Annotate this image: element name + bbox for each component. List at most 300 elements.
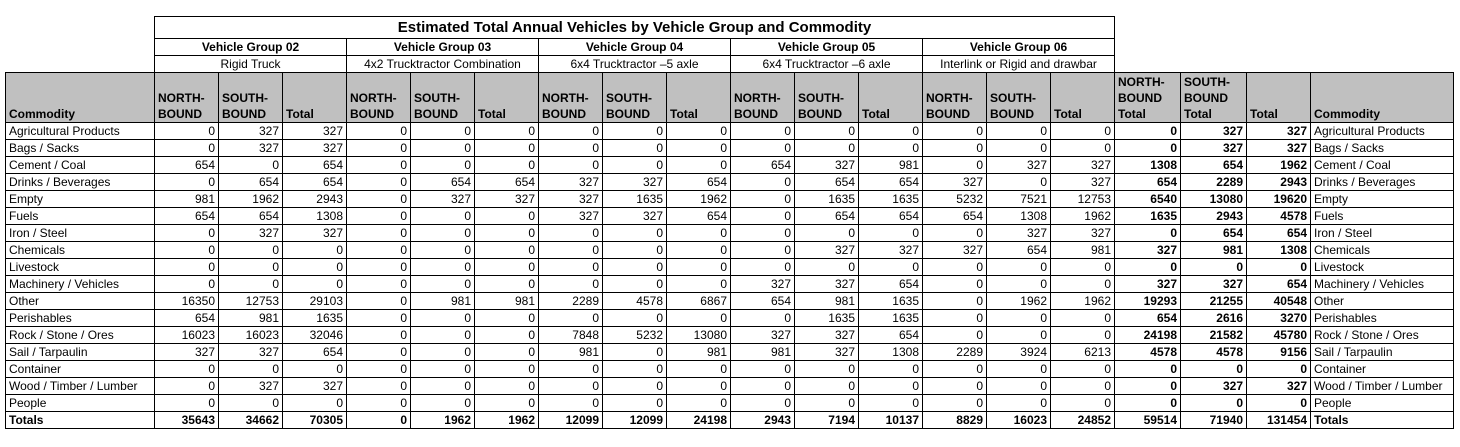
value-cell: 0 <box>795 225 859 242</box>
value-cell: 0 <box>539 378 603 395</box>
value-cell: 0 <box>923 123 987 140</box>
total-cell: 21582 <box>1181 327 1247 344</box>
total-cell: 13080 <box>1181 191 1247 208</box>
total-cell: 4578 <box>1181 344 1247 361</box>
commodity-cell: Totals <box>6 412 155 429</box>
value-cell: 0 <box>923 276 987 293</box>
vehicle-group-name: Vehicle Group 06 <box>923 39 1115 56</box>
value-cell: 1635 <box>859 310 923 327</box>
total-cell: 2289 <box>1181 174 1247 191</box>
value-cell: 327 <box>795 276 859 293</box>
value-cell: 0 <box>347 225 411 242</box>
total-cell: 654 <box>1181 225 1247 242</box>
value-cell: 0 <box>603 361 667 378</box>
value-cell: 1308 <box>283 208 347 225</box>
value-cell: 5232 <box>923 191 987 208</box>
value-cell: 0 <box>539 361 603 378</box>
value-cell: 654 <box>859 208 923 225</box>
vehicle-group-description: 6x4 Trucktractor –5 axle <box>539 56 731 73</box>
value-cell: 0 <box>411 208 475 225</box>
total-cell: 1308 <box>1115 157 1181 174</box>
total-cell: 0 <box>1181 395 1247 412</box>
value-cell: 0 <box>667 361 731 378</box>
commodity-cell-right: Rock / Stone / Ores <box>1311 327 1454 344</box>
value-cell: 0 <box>667 242 731 259</box>
value-cell: 327 <box>1051 157 1115 174</box>
table-row <box>6 174 1454 191</box>
value-cell: 0 <box>731 395 795 412</box>
commodity-cell-right: People <box>1311 395 1454 412</box>
value-cell: 0 <box>475 378 539 395</box>
vehicle-group-description: Rigid Truck <box>155 56 347 73</box>
value-cell: 327 <box>283 378 347 395</box>
value-cell: 0 <box>923 293 987 310</box>
total-cell: 4578 <box>1247 208 1311 225</box>
value-cell: 0 <box>411 344 475 361</box>
commodity-cell-right: Other <box>1311 293 1454 310</box>
total-cell: 2943 <box>1181 208 1247 225</box>
total-cell: 654 <box>1181 157 1247 174</box>
value-cell: 0 <box>219 242 283 259</box>
vehicle-group-description: 4x2 Trucktractor Combination <box>347 56 539 73</box>
southbound-header: SOUTH- BOUND <box>411 73 475 123</box>
value-cell: 0 <box>1051 123 1115 140</box>
value-cell: 0 <box>731 310 795 327</box>
total-cell: 0 <box>1115 140 1181 157</box>
value-cell: 654 <box>219 174 283 191</box>
value-cell: 0 <box>539 395 603 412</box>
value-cell: 981 <box>859 157 923 174</box>
total-cell: 21255 <box>1181 293 1247 310</box>
vehicle-group-name: Vehicle Group 05 <box>731 39 923 56</box>
total-cell: 0 <box>1115 378 1181 395</box>
value-cell: 327 <box>795 157 859 174</box>
total-cell: 1962 <box>1247 157 1311 174</box>
value-cell: 0 <box>155 174 219 191</box>
value-cell: 0 <box>347 259 411 276</box>
total-cell: 71940 <box>1181 412 1247 429</box>
value-cell: 12099 <box>539 412 603 429</box>
value-cell: 327 <box>219 225 283 242</box>
value-cell: 0 <box>155 276 219 293</box>
value-cell: 0 <box>539 157 603 174</box>
total-cell: 6540 <box>1115 191 1181 208</box>
value-cell: 0 <box>539 310 603 327</box>
value-cell: 0 <box>411 310 475 327</box>
commodity-cell: Container <box>6 361 155 378</box>
southbound-header: SOUTH- BOUND <box>219 73 283 123</box>
total-cell: 40548 <box>1247 293 1311 310</box>
value-cell: 12099 <box>603 412 667 429</box>
value-cell: 0 <box>155 361 219 378</box>
table-row <box>6 191 1454 208</box>
table-row <box>6 344 1454 361</box>
value-cell: 0 <box>1051 327 1115 344</box>
value-cell: 0 <box>155 225 219 242</box>
value-cell: 24198 <box>667 412 731 429</box>
value-cell: 0 <box>539 276 603 293</box>
value-cell: 327 <box>475 191 539 208</box>
value-cell: 2289 <box>539 293 603 310</box>
value-cell: 0 <box>667 395 731 412</box>
commodity-cell-right: Sail / Tarpaulin <box>1311 344 1454 361</box>
total-cell: 19293 <box>1115 293 1181 310</box>
commodity-cell: People <box>6 395 155 412</box>
value-cell: 0 <box>1051 310 1115 327</box>
total-cell: 24198 <box>1115 327 1181 344</box>
value-cell: 0 <box>667 259 731 276</box>
value-cell: 0 <box>1051 361 1115 378</box>
table-row <box>6 293 1454 310</box>
value-cell: 0 <box>923 395 987 412</box>
value-cell: 981 <box>731 344 795 361</box>
value-cell: 981 <box>475 293 539 310</box>
value-cell: 0 <box>347 293 411 310</box>
group-total-header: Total <box>1051 73 1115 123</box>
value-cell: 0 <box>411 242 475 259</box>
value-cell: 0 <box>667 276 731 293</box>
table-row <box>6 123 1454 140</box>
value-cell: 0 <box>347 174 411 191</box>
northbound-header: NORTH- BOUND <box>539 73 603 123</box>
value-cell: 0 <box>923 157 987 174</box>
value-cell: 981 <box>667 344 731 361</box>
southbound-header: SOUTH- BOUND <box>603 73 667 123</box>
commodity-header: Commodity <box>6 73 155 123</box>
value-cell: 0 <box>219 259 283 276</box>
value-cell: 0 <box>731 123 795 140</box>
value-cell: 0 <box>603 378 667 395</box>
value-cell: 0 <box>923 378 987 395</box>
value-cell: 327 <box>539 174 603 191</box>
value-cell: 0 <box>987 174 1051 191</box>
value-cell: 1962 <box>475 412 539 429</box>
value-cell: 6867 <box>667 293 731 310</box>
northbound-header: NORTH- BOUND <box>347 73 411 123</box>
value-cell: 327 <box>283 123 347 140</box>
value-cell: 654 <box>155 208 219 225</box>
value-cell: 654 <box>283 157 347 174</box>
total-cell: 0 <box>1115 225 1181 242</box>
value-cell: 0 <box>475 140 539 157</box>
value-cell: 0 <box>411 259 475 276</box>
table-row <box>6 361 1454 378</box>
total-cell: 0 <box>1247 395 1311 412</box>
group-total-header: Total <box>859 73 923 123</box>
value-cell: 0 <box>923 225 987 242</box>
total-cell: 327 <box>1181 123 1247 140</box>
group-total-header: Total <box>475 73 539 123</box>
value-cell: 5232 <box>603 327 667 344</box>
value-cell: 0 <box>667 310 731 327</box>
value-cell: 70305 <box>283 412 347 429</box>
value-cell: 1635 <box>859 293 923 310</box>
value-cell: 0 <box>667 378 731 395</box>
value-cell: 0 <box>411 157 475 174</box>
value-cell: 4578 <box>603 293 667 310</box>
value-cell: 654 <box>283 174 347 191</box>
table-row <box>6 310 1454 327</box>
commodity-cell: Bags / Sacks <box>6 140 155 157</box>
value-cell: 0 <box>475 208 539 225</box>
value-cell: 0 <box>347 361 411 378</box>
value-cell: 0 <box>731 191 795 208</box>
total-cell: 0 <box>1115 395 1181 412</box>
value-cell: 654 <box>859 276 923 293</box>
value-cell: 0 <box>987 259 1051 276</box>
value-cell: 0 <box>347 310 411 327</box>
value-cell: 654 <box>283 344 347 361</box>
value-cell: 654 <box>731 157 795 174</box>
value-cell: 0 <box>283 395 347 412</box>
value-cell: 327 <box>219 123 283 140</box>
commodity-cell: Machinery / Vehicles <box>6 276 155 293</box>
vehicle-group-description: 6x4 Trucktractor –6 axle <box>731 56 923 73</box>
value-cell: 654 <box>155 157 219 174</box>
value-cell: 0 <box>731 242 795 259</box>
vehicle-group-name: Vehicle Group 04 <box>539 39 731 56</box>
commodity-cell: Agricultural Products <box>6 123 155 140</box>
value-cell: 0 <box>411 276 475 293</box>
value-cell: 1962 <box>1051 208 1115 225</box>
total-cell: 327 <box>1247 123 1311 140</box>
value-cell: 0 <box>283 276 347 293</box>
value-cell: 327 <box>219 344 283 361</box>
commodity-cell: Empty <box>6 191 155 208</box>
value-cell: 0 <box>795 378 859 395</box>
value-cell: 7848 <box>539 327 603 344</box>
value-cell: 12753 <box>1051 191 1115 208</box>
value-cell: 1635 <box>795 191 859 208</box>
vehicle-group-name: Vehicle Group 02 <box>155 39 347 56</box>
value-cell: 0 <box>347 242 411 259</box>
commodity-cell-right: Machinery / Vehicles <box>1311 276 1454 293</box>
total-cell: 131454 <box>1247 412 1311 429</box>
value-cell: 0 <box>475 310 539 327</box>
total-cell: 3270 <box>1247 310 1311 327</box>
commodity-cell-right: Livestock <box>1311 259 1454 276</box>
value-cell: 327 <box>987 225 1051 242</box>
total-cell: 2616 <box>1181 310 1247 327</box>
value-cell: 0 <box>539 242 603 259</box>
value-cell: 654 <box>987 242 1051 259</box>
value-cell: 0 <box>667 157 731 174</box>
value-cell: 0 <box>155 395 219 412</box>
total-cell: 654 <box>1247 276 1311 293</box>
value-cell: 0 <box>923 310 987 327</box>
value-cell: 0 <box>731 259 795 276</box>
value-cell: 24852 <box>1051 412 1115 429</box>
value-cell: 0 <box>923 361 987 378</box>
northbound-header: NORTH- BOUND <box>155 73 219 123</box>
value-cell: 16350 <box>155 293 219 310</box>
value-cell: 1962 <box>1051 293 1115 310</box>
commodity-cell-right: Perishables <box>1311 310 1454 327</box>
value-cell: 0 <box>347 140 411 157</box>
total-cell: 327 <box>1115 242 1181 259</box>
value-cell: 0 <box>347 327 411 344</box>
value-cell: 327 <box>923 174 987 191</box>
value-cell: 0 <box>859 140 923 157</box>
table-row <box>6 327 1454 344</box>
total-cell: 654 <box>1115 174 1181 191</box>
value-cell: 0 <box>603 157 667 174</box>
total-cell: 1308 <box>1247 242 1311 259</box>
value-cell: 0 <box>347 395 411 412</box>
commodity-cell-right: Empty <box>1311 191 1454 208</box>
value-cell: 0 <box>539 259 603 276</box>
commodity-cell: Cement / Coal <box>6 157 155 174</box>
value-cell: 654 <box>155 310 219 327</box>
value-cell: 0 <box>1051 276 1115 293</box>
table-row <box>6 378 1454 395</box>
value-cell: 0 <box>987 276 1051 293</box>
value-cell: 0 <box>539 225 603 242</box>
value-cell: 0 <box>859 378 923 395</box>
value-cell: 0 <box>603 395 667 412</box>
value-cell: 654 <box>411 174 475 191</box>
table-title: Estimated Total Annual Vehicles by Vehicle Group and Commodity <box>155 17 1115 39</box>
value-cell: 0 <box>347 276 411 293</box>
southbound-header: SOUTH- BOUND <box>987 73 1051 123</box>
vehicle-group-description: Interlink or Rigid and drawbar <box>923 56 1115 73</box>
commodity-vehicle-table <box>5 16 1454 429</box>
table-row <box>6 395 1454 412</box>
value-cell: 7194 <box>795 412 859 429</box>
value-cell: 0 <box>987 123 1051 140</box>
total-cell: 0 <box>1181 361 1247 378</box>
value-cell: 32046 <box>283 327 347 344</box>
commodity-cell-right: Totals <box>1311 412 1454 429</box>
commodity-cell-right: Container <box>1311 361 1454 378</box>
commodity-cell: Drinks / Beverages <box>6 174 155 191</box>
value-cell: 0 <box>731 225 795 242</box>
group-total-header: Total <box>283 73 347 123</box>
value-cell: 0 <box>155 242 219 259</box>
value-cell: 654 <box>731 293 795 310</box>
value-cell: 2289 <box>923 344 987 361</box>
value-cell: 0 <box>283 259 347 276</box>
value-cell: 981 <box>795 293 859 310</box>
value-cell: 327 <box>987 157 1051 174</box>
value-cell: 981 <box>411 293 475 310</box>
commodity-cell: Fuels <box>6 208 155 225</box>
value-cell: 327 <box>155 344 219 361</box>
value-cell: 0 <box>987 361 1051 378</box>
value-cell: 6213 <box>1051 344 1115 361</box>
value-cell: 0 <box>283 242 347 259</box>
commodity-cell: Other <box>6 293 155 310</box>
value-cell: 654 <box>859 174 923 191</box>
value-cell: 0 <box>155 378 219 395</box>
value-cell: 29103 <box>283 293 347 310</box>
value-cell: 654 <box>859 327 923 344</box>
commodity-cell: Sail / Tarpaulin <box>6 344 155 361</box>
total-cell: 45780 <box>1247 327 1311 344</box>
value-cell: 0 <box>987 140 1051 157</box>
value-cell: 0 <box>603 123 667 140</box>
grand-total-header: Total <box>1247 73 1311 123</box>
commodity-cell-right: Iron / Steel <box>1311 225 1454 242</box>
value-cell: 1962 <box>219 191 283 208</box>
group-total-header: Total <box>667 73 731 123</box>
value-cell: 0 <box>411 123 475 140</box>
value-cell: 0 <box>987 395 1051 412</box>
value-cell: 7521 <box>987 191 1051 208</box>
value-cell: 654 <box>475 174 539 191</box>
value-cell: 0 <box>347 344 411 361</box>
value-cell: 0 <box>155 123 219 140</box>
value-cell: 0 <box>603 140 667 157</box>
value-cell: 0 <box>475 259 539 276</box>
value-cell: 0 <box>475 361 539 378</box>
value-cell: 12753 <box>219 293 283 310</box>
value-cell: 0 <box>475 157 539 174</box>
value-cell: 1635 <box>859 191 923 208</box>
value-cell: 327 <box>539 208 603 225</box>
vehicle-group-name: Vehicle Group 03 <box>347 39 539 56</box>
value-cell: 0 <box>795 395 859 412</box>
value-cell: 0 <box>731 378 795 395</box>
total-cell: 1635 <box>1115 208 1181 225</box>
value-cell: 0 <box>475 225 539 242</box>
commodity-cell: Chemicals <box>6 242 155 259</box>
value-cell: 0 <box>475 327 539 344</box>
total-cell: 9156 <box>1247 344 1311 361</box>
value-cell: 0 <box>1051 259 1115 276</box>
commodity-cell-right: Wood / Timber / Lumber <box>1311 378 1454 395</box>
value-cell: 1308 <box>987 208 1051 225</box>
value-cell: 0 <box>219 395 283 412</box>
table-row <box>6 276 1454 293</box>
value-cell: 0 <box>667 140 731 157</box>
value-cell: 0 <box>987 378 1051 395</box>
southbound-total-header: SOUTH- BOUND Total <box>1181 73 1247 123</box>
total-cell: 59514 <box>1115 412 1181 429</box>
value-cell: 1635 <box>283 310 347 327</box>
value-cell: 0 <box>603 242 667 259</box>
value-cell: 3924 <box>987 344 1051 361</box>
total-cell: 0 <box>1247 259 1311 276</box>
total-cell: 327 <box>1247 140 1311 157</box>
value-cell: 0 <box>475 123 539 140</box>
value-cell: 327 <box>795 327 859 344</box>
value-cell: 327 <box>283 225 347 242</box>
value-cell: 0 <box>795 140 859 157</box>
value-cell: 0 <box>731 140 795 157</box>
value-cell: 0 <box>923 327 987 344</box>
total-cell: 327 <box>1181 378 1247 395</box>
value-cell: 327 <box>603 208 667 225</box>
value-cell: 0 <box>1051 378 1115 395</box>
value-cell: 654 <box>795 208 859 225</box>
value-cell: 0 <box>603 259 667 276</box>
value-cell: 327 <box>795 242 859 259</box>
northbound-header: NORTH- BOUND <box>923 73 987 123</box>
value-cell: 981 <box>155 191 219 208</box>
value-cell: 1635 <box>603 191 667 208</box>
total-cell: 654 <box>1115 310 1181 327</box>
total-cell: 0 <box>1115 123 1181 140</box>
value-cell: 0 <box>859 361 923 378</box>
value-cell: 0 <box>411 395 475 412</box>
value-cell: 654 <box>219 208 283 225</box>
value-cell: 0 <box>987 327 1051 344</box>
northbound-total-header: NORTH- BOUND Total <box>1115 73 1181 123</box>
value-cell: 0 <box>603 310 667 327</box>
value-cell: 0 <box>1051 395 1115 412</box>
value-cell: 0 <box>347 157 411 174</box>
